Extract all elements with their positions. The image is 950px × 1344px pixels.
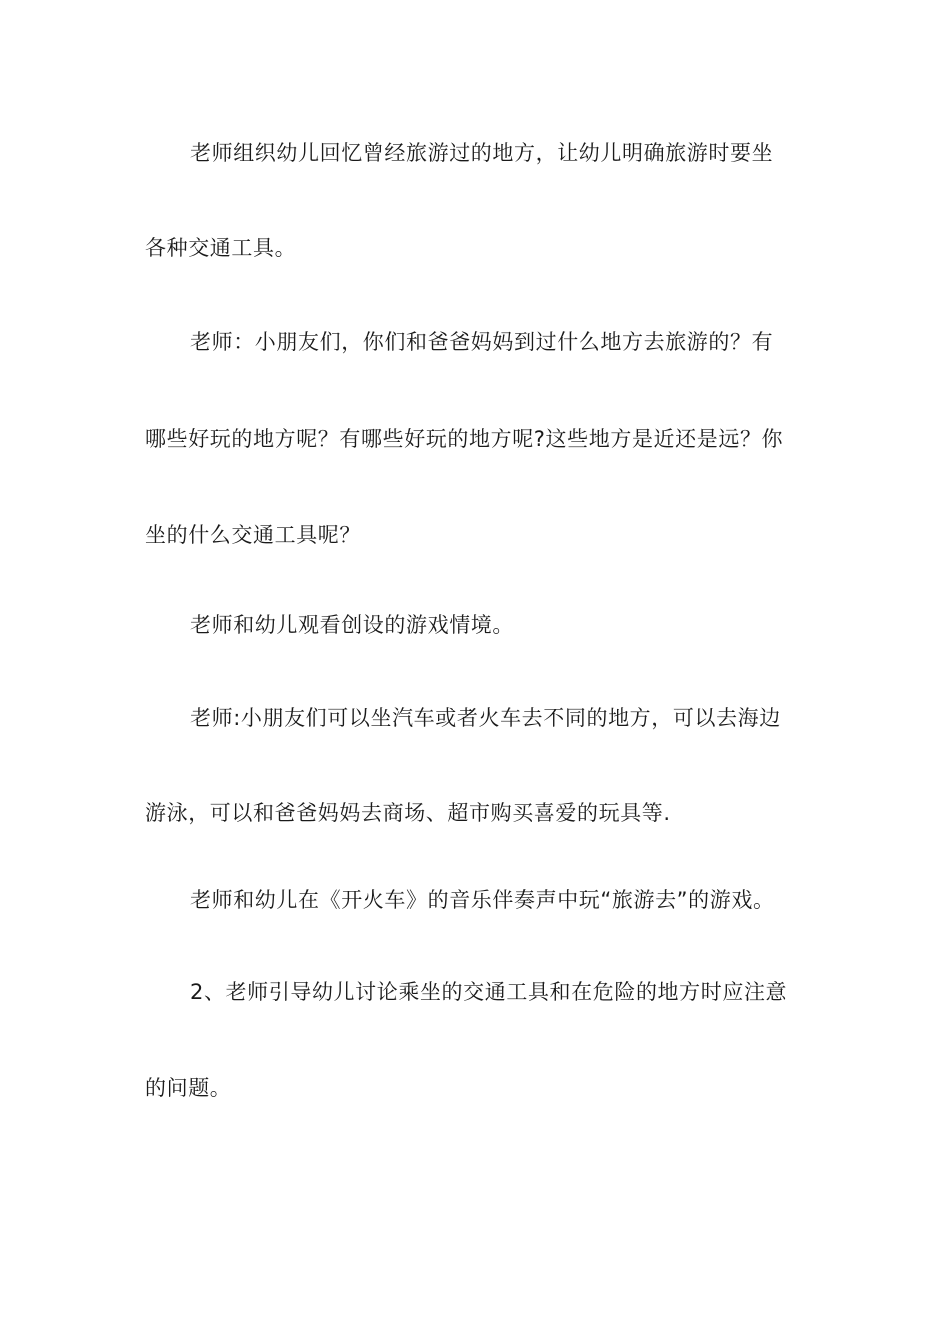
paragraph-line-7: 老师:小朋友们可以坐汽车或者火车去不同的地方，可以去海边: [190, 706, 781, 730]
paragraph-line-5: 坐的什么交通工具呢？: [145, 523, 361, 547]
paragraph-line-6: 老师和幼儿观看创设的游戏情境。: [190, 613, 514, 637]
paragraph-line-4: 哪些好玩的地方呢？有哪些好玩的地方呢?这些地方是近还是远？你: [145, 427, 784, 451]
paragraph-line-8: 游泳，可以和爸爸妈妈去商场、超市购买喜爱的玩具等.: [145, 801, 671, 825]
paragraph-line-9: 老师和幼儿在《开火车》的音乐伴奏声中玩“旅游去”的游戏。: [190, 888, 775, 912]
paragraph-line-10: 2、老师引导幼儿讨论乘坐的交通工具和在危险的地方时应注意: [190, 980, 788, 1004]
paragraph-line-2: 各种交通工具。: [145, 236, 297, 260]
paragraph-line-11: 的问题。: [145, 1076, 232, 1100]
paragraph-line-3: 老师：小朋友们，你们和爸爸妈妈到过什么地方去旅游的？有: [190, 330, 774, 354]
paragraph-line-1: 老师组织幼儿回忆曾经旅游过的地方，让幼儿明确旅游时要坐: [190, 141, 774, 165]
